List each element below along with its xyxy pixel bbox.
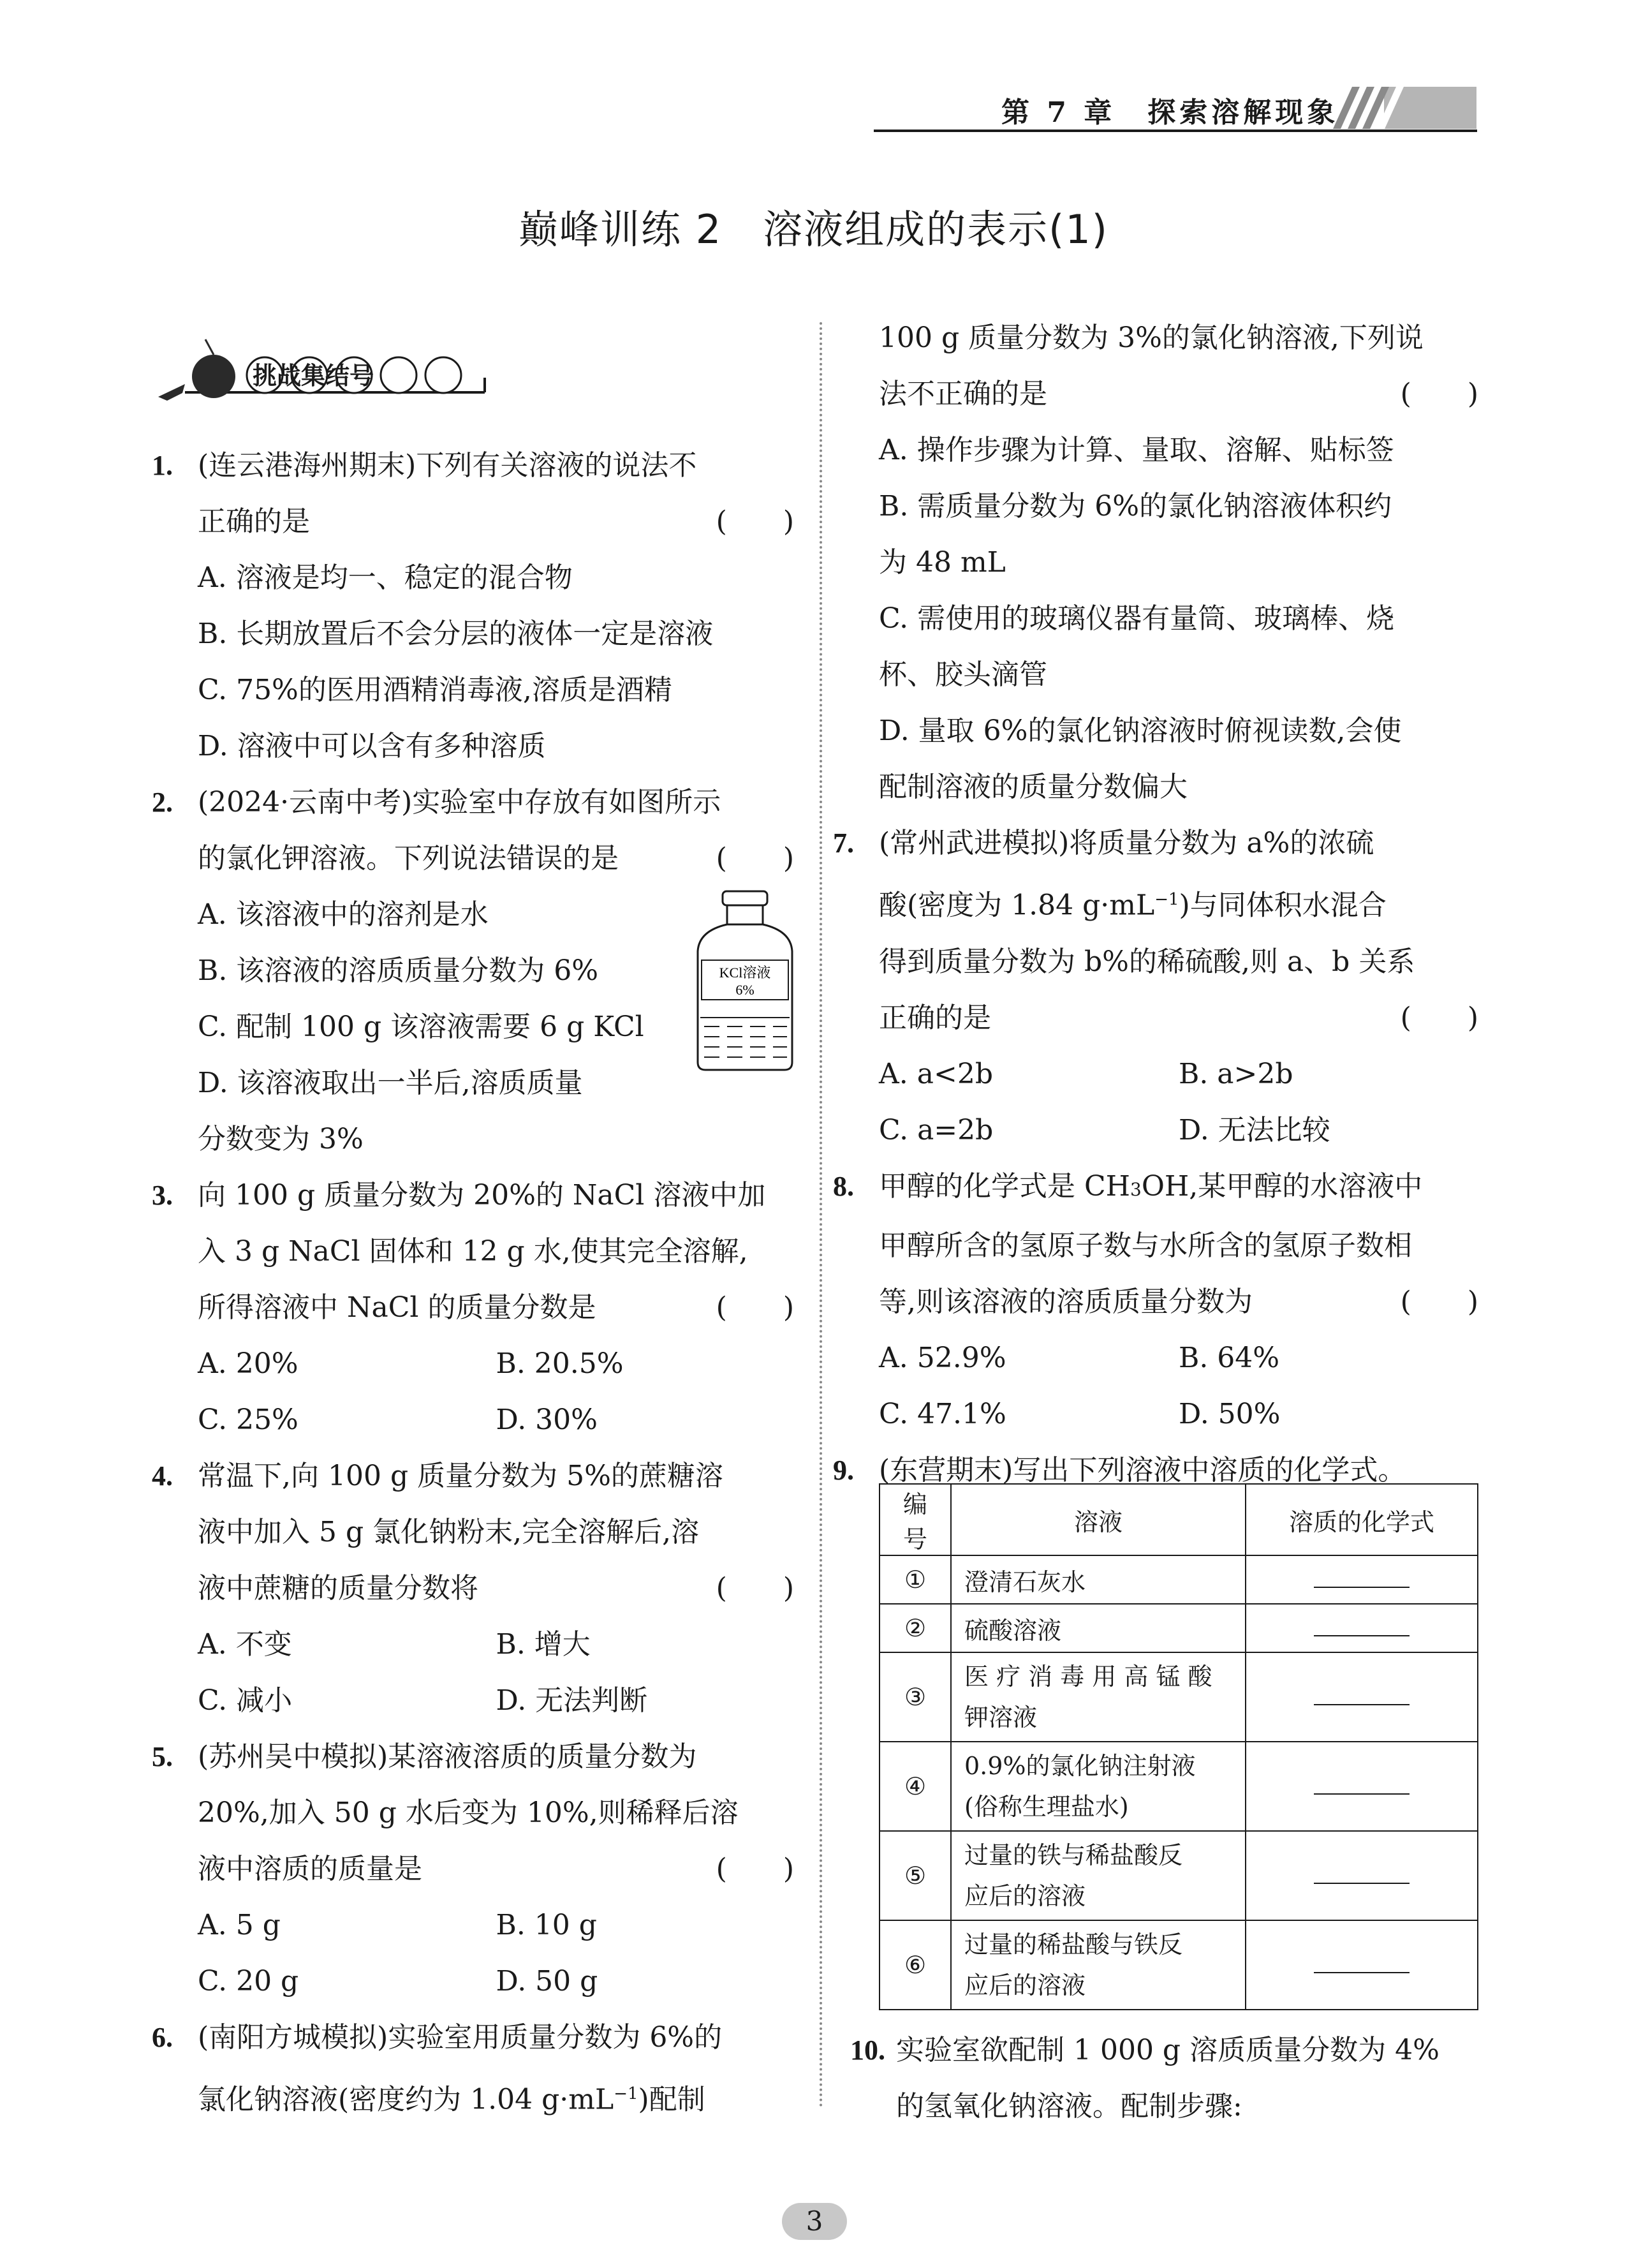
question-number: 4.	[152, 1460, 173, 1492]
option: 分数变为 3%	[198, 1123, 364, 1155]
question-number: 10.	[850, 2035, 885, 2066]
option: B. 64%	[1179, 1341, 1280, 1374]
option: B. 增大	[496, 1628, 591, 1661]
question-text: 所得溶液中 NaCl 的质量分数是	[198, 1291, 596, 1324]
option: A. 52.9%	[879, 1341, 1006, 1374]
question-text: 氯化钠溶液(密度约为 1.04 g·mL	[198, 2083, 614, 2116]
question-8	[833, 1159, 1478, 1442]
answer-blank[interactable]	[1246, 1742, 1478, 1831]
question-number: 8.	[833, 1170, 854, 1202]
table-row	[880, 1831, 1478, 1920]
option: A. 5 g	[198, 1909, 281, 1941]
table-header-row	[880, 1484, 1478, 1555]
table-header: 溶质的化学式	[1246, 1484, 1478, 1555]
bottle-label-concentration: 6%	[735, 982, 755, 998]
question-7	[833, 815, 1478, 1159]
option: C. 75%的医用酒精消毒液,溶质是酒精	[198, 674, 672, 706]
row-id: ②	[880, 1604, 951, 1652]
option: C. a=2b	[879, 1113, 994, 1146]
option: A. 操作步骤为计算、量取、溶解、贴标签	[879, 434, 1394, 466]
question-1	[152, 438, 794, 775]
question-number: 2.	[152, 787, 173, 818]
solution-name: 医 疗 消 毒 用 高 锰 酸	[964, 1663, 1212, 1691]
page-number: 3	[782, 2203, 847, 2240]
option: B. 20.5%	[496, 1347, 624, 1380]
answer-blank[interactable]	[1246, 1604, 1478, 1652]
answer-bracket: ( )	[1400, 1001, 1478, 1034]
question-text: 入 3 g NaCl 固体和 12 g 水,使其完全溶解,	[198, 1235, 748, 1268]
table-row	[880, 1652, 1478, 1742]
bottle-label-name: KCl溶液	[719, 965, 771, 981]
answer-bracket: ( )	[716, 1291, 794, 1324]
row-id: ⑥	[880, 1920, 951, 2010]
option: A. 溶液是均一、稳定的混合物	[198, 561, 573, 594]
question-text: 20%,加入 50 g 水后变为 10%,则稀释后溶	[198, 1797, 739, 1829]
answer-bracket: ( )	[716, 505, 794, 538]
question-text: 正确的是	[879, 1001, 991, 1034]
question-text: 法不正确的是	[879, 378, 1047, 410]
question-number: 6.	[152, 2022, 173, 2053]
question-10	[850, 2022, 1480, 2135]
solution-name: 应后的溶液	[964, 1882, 1086, 1910]
question-text: OH,某甲醇的水溶液中	[1141, 1169, 1423, 1203]
option: D. 溶液中可以含有多种溶质	[198, 730, 546, 762]
answer-bracket: ( )	[716, 1853, 794, 1885]
kcl-bottle-illustration	[694, 890, 796, 1072]
answer-blank[interactable]	[1246, 1920, 1478, 2010]
question-text: 酸(密度为 1.84 g·mL	[879, 889, 1155, 922]
question-text: 液中蔗糖的质量分数将	[198, 1572, 478, 1605]
option: D. 该溶液取出一半后,溶质质量	[198, 1067, 583, 1099]
question-text: 的氯化钾溶液。下列说法错误的是	[198, 842, 619, 875]
row-id: ③	[880, 1652, 951, 1742]
header-rule	[874, 130, 1477, 132]
question-5	[152, 1729, 794, 2010]
solution-name: (俗称生理盐水)	[964, 1793, 1129, 1821]
question-text: (东营期末)写出下列溶液中溶质的化学式。	[879, 1453, 1406, 1486]
option: 为 48 mL	[879, 546, 1006, 579]
question-text: 甲醇的化学式是 CH	[879, 1169, 1131, 1203]
option: C. 47.1%	[879, 1397, 1006, 1430]
question-text: 等,则该溶液的溶质质量分数为	[879, 1285, 1253, 1318]
answer-bracket: ( )	[1400, 1285, 1478, 1318]
badge-text: 挑战集结号	[253, 362, 374, 390]
option: C. 需使用的玻璃仪器有量筒、玻璃棒、烧	[879, 602, 1395, 635]
row-id: ⑤	[880, 1831, 951, 1920]
solution-name: 钾溶液	[964, 1703, 1038, 1731]
solution-name: 硫酸溶液	[951, 1604, 1246, 1652]
question-text: (连云港海州期末)下列有关溶液的说法不	[198, 449, 697, 482]
question-text: 得到质量分数为 b%的稀硫酸,则 a、b 关系	[879, 945, 1415, 978]
subscript: 3	[1130, 1178, 1142, 1200]
question-text: 液中加入 5 g 氯化钠粉末,完全溶解后,溶	[198, 1516, 700, 1548]
option: D. 30%	[496, 1404, 598, 1436]
answer-bracket: ( )	[1400, 378, 1478, 410]
question-text: (苏州吴中模拟)某溶液溶质的质量分数为	[198, 1740, 697, 1773]
question-text: 100 g 质量分数为 3%的氯化钠溶液,下列说	[879, 322, 1424, 354]
question-text: 的氢氧化钠溶液。配制步骤:	[896, 2090, 1242, 2123]
answer-blank[interactable]	[1246, 1555, 1478, 1604]
option: D. 50%	[1179, 1397, 1281, 1430]
option: B. 该溶液的溶质质量分数为 6%	[198, 954, 599, 987]
question-number: 1.	[152, 450, 173, 481]
question-4	[152, 1448, 794, 1729]
superscript: −1	[614, 2084, 638, 2103]
option: D. 无法比较	[1179, 1113, 1330, 1146]
question-6-continued	[879, 310, 1478, 815]
question-text: 液中溶质的质量是	[198, 1853, 422, 1885]
table-row	[880, 1604, 1478, 1652]
option: 杯、胶头滴管	[879, 658, 1047, 691]
option: C. 配制 100 g 该溶液需要 6 g KCl	[198, 1011, 644, 1043]
question-number: 9.	[833, 1454, 854, 1486]
option: D. 量取 6%的氯化钠溶液时俯视读数,会使	[879, 715, 1402, 747]
table-header: 溶液	[951, 1484, 1246, 1555]
option: A. 该溶液中的溶剂是水	[198, 898, 489, 931]
left-column	[152, 438, 794, 2128]
option: B. 长期放置后不会分层的液体一定是溶液	[198, 618, 714, 650]
option: B. 10 g	[496, 1909, 597, 1941]
row-id: ①	[880, 1555, 951, 1604]
question-3	[152, 1167, 794, 1448]
answer-blank[interactable]	[1246, 1831, 1478, 1920]
option: A. a<2b	[879, 1057, 994, 1090]
question-text: 甲醇所含的氢原子数与水所含的氢原子数相	[879, 1229, 1412, 1262]
solution-name: 澄清石灰水	[951, 1555, 1246, 1604]
solute-table	[879, 1483, 1478, 2010]
option: B. 需质量分数为 6%的氯化钠溶液体积约	[879, 490, 1392, 523]
solution-name: 应后的溶液	[964, 1971, 1086, 1999]
solution-name: 0.9%的氯化钠注射液	[964, 1752, 1196, 1780]
question-number: 3.	[152, 1180, 173, 1211]
table-row	[880, 1555, 1478, 1604]
table-row	[880, 1920, 1478, 2010]
option: D. 无法判断	[496, 1684, 648, 1717]
question-text: 正确的是	[198, 505, 310, 538]
option: A. 不变	[198, 1628, 292, 1661]
question-number: 5.	[152, 1741, 173, 1772]
header-stripes-decoration	[1323, 87, 1476, 129]
question-6	[152, 2010, 794, 2128]
solution-name: 过量的稀盐酸与铁反	[964, 1931, 1183, 1959]
option: C. 20 g	[198, 1965, 299, 1997]
question-text: (2024·云南中考)实验室中存放有如图所示	[198, 786, 721, 819]
option: C. 25%	[198, 1404, 298, 1436]
page-title: 巅峰训练 2 溶液组成的表示(1)	[519, 206, 1108, 253]
question-text: 实验室欲配制 1 000 g 溶质质量分数为 4%	[896, 2034, 1439, 2066]
answer-blank[interactable]	[1246, 1652, 1478, 1742]
question-text: (南阳方城模拟)实验室用质量分数为 6%的	[198, 2021, 723, 2054]
row-id: ④	[880, 1742, 951, 1831]
question-text: 常温下,向 100 g 质量分数为 5%的蔗糖溶	[198, 1460, 723, 1492]
question-number: 7.	[833, 827, 854, 859]
question-text: 向 100 g 质量分数为 20%的 NaCl 溶液中加	[198, 1179, 766, 1212]
table-row	[880, 1742, 1478, 1831]
right-column	[833, 310, 1478, 1499]
option: 配制溶液的质量分数偏大	[879, 771, 1188, 803]
chapter-header: 第 7 章 探索溶解现象	[1001, 96, 1339, 129]
option: C. 减小	[198, 1684, 293, 1717]
question-text: )与同体积水混合	[1179, 889, 1387, 922]
option: D. 50 g	[496, 1965, 598, 1997]
option: B. a>2b	[1179, 1057, 1293, 1090]
solution-name: 过量的铁与稀盐酸反	[964, 1841, 1183, 1869]
answer-bracket: ( )	[716, 1572, 794, 1605]
column-divider	[820, 322, 822, 2109]
answer-bracket: ( )	[716, 842, 794, 875]
superscript: −1	[1154, 890, 1179, 909]
challenge-badge	[153, 338, 497, 408]
option: A. 20%	[198, 1347, 298, 1380]
question-text: )配制	[638, 2083, 705, 2116]
table-header: 编号	[880, 1484, 951, 1555]
question-text: (常州武进模拟)将质量分数为 a%的浓硫	[879, 827, 1374, 859]
